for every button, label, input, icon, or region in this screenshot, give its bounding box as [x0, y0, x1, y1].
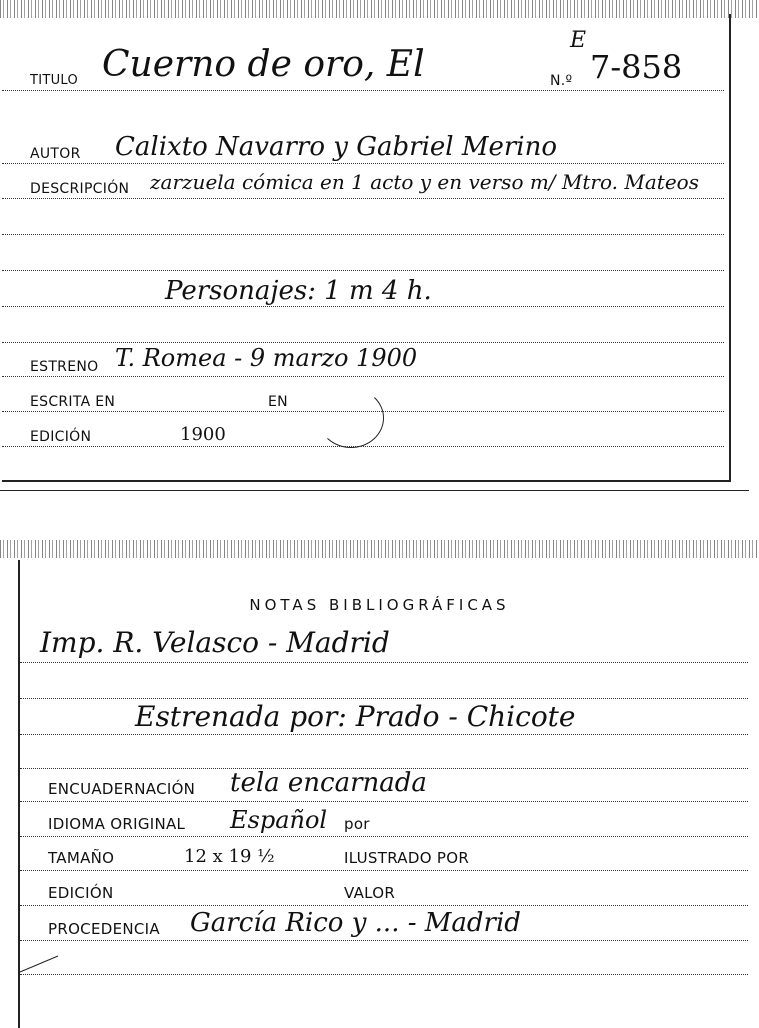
note-line-3 [20, 734, 748, 735]
titulo-value: Cuerno de oro, El [102, 44, 425, 85]
escrita-label: ESCRITA EN [30, 394, 116, 410]
edicion-value: 1900 [180, 424, 226, 445]
note-line-1 [20, 662, 748, 663]
blank-line-3 [2, 342, 724, 343]
note-1: Imp. R. Velasco - Madrid [40, 626, 390, 659]
personajes-value: Personajes: 1 m 4 h. [165, 276, 432, 306]
descripcion-line [2, 198, 724, 199]
blank-line-1 [2, 234, 724, 235]
autor-value: Calixto Navarro y Gabriel Merino [115, 132, 557, 162]
titulo-label: TITULO [30, 73, 79, 88]
estreno-label: ESTRENO [30, 359, 99, 375]
idioma-label: IDIOMA ORIGINAL [48, 815, 186, 833]
encuadernacion-value: tela encarnada [230, 768, 427, 798]
numero-value: 7-858 [590, 48, 683, 86]
blank-line-2 [2, 270, 724, 271]
en-label: EN [268, 394, 288, 410]
procedencia-label: PROCEDENCIA [48, 920, 160, 938]
procedencia-line [20, 940, 748, 941]
estreno-line [2, 376, 724, 377]
ilustrado-label: ILUSTRADO POR [344, 849, 470, 867]
procedencia-value: García Rico y ... - Madrid [190, 908, 521, 938]
por-label: por [344, 815, 370, 833]
autor-line [2, 163, 724, 164]
note-2: Estrenada por: Prado - Chicote [135, 700, 576, 733]
numero-label: N.º [550, 73, 573, 89]
estreno-value: T. Romea - 9 marzo 1900 [115, 344, 418, 372]
note-line-2 [20, 698, 748, 699]
edicion2-line [20, 905, 748, 906]
titulo-line [2, 90, 724, 91]
tamano-line [20, 870, 748, 871]
blank-line-bottom [20, 974, 748, 975]
stamp-circle [318, 388, 384, 448]
encuadernacion-line [20, 801, 748, 802]
middle-scan-noise [0, 540, 759, 558]
valor-label: VALOR [344, 884, 396, 902]
idioma-value: Español [230, 806, 328, 834]
descripcion-value: zarzuela cómica en 1 acto y en verso m/ Mtro. Mateos [150, 170, 699, 194]
numero-mark: E [570, 28, 587, 53]
encuadernacion-label: ENCUADERNACIÓN [48, 780, 196, 798]
edicion-line [2, 446, 724, 447]
edicion2-label: EDICIÓN [48, 884, 114, 902]
edicion-label: EDICIÓN [30, 429, 92, 445]
descripcion-label: DESCRIPCIÓN [30, 181, 130, 197]
tamano-label: TAMAÑO [48, 849, 115, 867]
ink-scratch [18, 950, 78, 980]
notas-heading: NOTAS BIBLIOGRÁFICAS [249, 596, 510, 614]
idioma-line [20, 836, 748, 837]
card-separator [0, 490, 749, 491]
personajes-line [2, 306, 724, 307]
autor-label: AUTOR [30, 146, 81, 162]
tamano-value: 12 x 19 ½ [184, 846, 275, 867]
